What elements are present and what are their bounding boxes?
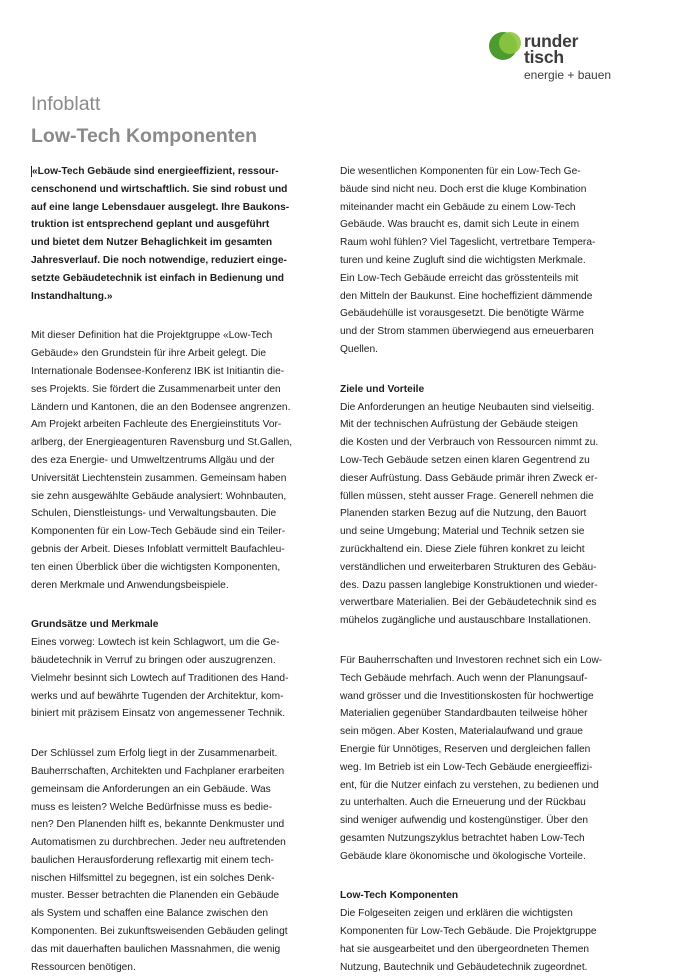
text-line: baulichen Herausforderung reflexartig mit einem tech-	[31, 854, 274, 866]
text-line: Mit der technischen Aufrüstung der Gebäude steigen	[340, 419, 578, 431]
definition-paragraph	[31, 327, 321, 594]
text-line: wand grösser und die Investitionskosten für hochwertige	[340, 690, 594, 702]
text-line: Gebäude klare ökonomische und ökologische Vorteile.	[340, 850, 586, 862]
text-line: Tech Gebäude mehrfach. Auch wenn der Planungsauf-	[340, 672, 588, 684]
text-line: das mit dauerhaften baulichen Massnahmen, die wenig	[31, 943, 281, 955]
text-line: des. Dazu passen langlebige Konstruktionen und wieder-	[340, 579, 598, 591]
text-line: Nutzung, Bautechnik und Gebäudetechnik zugeordnet.	[340, 961, 588, 973]
logo	[488, 30, 668, 90]
text-line: Quellen.	[340, 343, 378, 355]
text-line: deren Merkmale und Anwendungsbeispiele.	[31, 579, 229, 591]
text-line: Der Schlüssel zum Erfolg liegt in der Zusammenarbeit.	[31, 748, 278, 760]
text-line: biniert mit präzisem Einsatz von angemessener Technik.	[31, 708, 286, 720]
intro-line: auf eine lange Lebensdauer ausgelegt. Ihre Baukons-	[31, 201, 290, 213]
text-line: ses Projekts. Sie fördert die Zusammenarbeit unter den	[31, 383, 281, 395]
text-line: und der Strom stammen überwiegend aus erneuerbaren	[340, 326, 594, 338]
intro-line: truktion ist entsprechend geplant und ausgeführt	[31, 219, 270, 231]
text-line: den Mitteln der Baukunst. Eine hocheffizient dämmende	[340, 290, 593, 302]
text-line: sie zehn ausgewählte Gebäude analysiert: Wohnbauten,	[31, 490, 287, 502]
text-line: Schulen, Dienstleistungs- und Verwaltungsbauten. Die	[31, 508, 277, 520]
text-line: nen? Den Planenden hilft es, bekannte Denkmuster und	[31, 819, 285, 831]
left-column	[31, 163, 321, 976]
text-line: Für Bauherrschaften und Investoren rechnet sich ein Low-	[340, 654, 603, 666]
text-line: Komponenten für ein Low-Tech Gebäude sind ein Teiler-	[31, 526, 286, 538]
logo-text-line2: tisch	[524, 47, 564, 67]
text-line: Die wesentlichen Komponenten für ein Low-Tech Ge-	[340, 166, 581, 177]
text-line: ten einen Überblick über die wichtigsten Komponenten,	[31, 561, 281, 573]
text-line: Ressourcen benötigen.	[31, 961, 136, 973]
text-line: Energie für Unnötiges, Reserven und dergleichen fallen	[340, 743, 591, 755]
text-line: turen und keine Zugluft sind die wichtigsten Merkmale.	[340, 254, 586, 266]
text-line: gesamten Nutzungszyklus betrachtet haben Low-Tech	[340, 832, 585, 844]
text-line: bäude sind nicht neu. Doch erst die kluge Kombination	[340, 183, 587, 195]
intro-line: Instandhaltung.»	[31, 290, 113, 302]
document-type: Infoblatt	[31, 93, 101, 115]
zusammenarbeit-paragraph	[31, 745, 321, 976]
section-heading-grundsaetze: Grundsätze und Merkmale	[31, 619, 159, 631]
text-line: Eines vorweg: Lowtech ist kein Schlagwort, um die Ge-	[31, 637, 280, 649]
text-line: Komponenten. Bei zukunftsweisenden Gebäuden gelingt	[31, 926, 288, 938]
intro-line: «Low-Tech Gebäude sind energieeffizient, ressour-	[32, 166, 279, 177]
text-line: muster. Besser betrachten die Planenden ein Gebäude	[31, 890, 280, 902]
text-line: werks und auf bewährte Tugenden der Architektur, kom-	[31, 690, 284, 702]
text-line: Materialien gegenüber Standardbauten teilweise höher	[340, 708, 588, 720]
text-line: sein mögen. Aber Kosten, Materialaufwand und graue	[340, 726, 583, 738]
text-line: nischen Hilfsmittel zu begegnen, ist ein solches Denk-	[31, 872, 275, 884]
text-line: des eza Energie- und Umweltzentrums Allgäu und der	[31, 454, 275, 466]
text-line: zu unterhalten. Auch die Erneuerung und der Rückbau	[340, 797, 586, 809]
text-line: Vielmehr besinnt sich Lowtech auf Traditionen des Hand-	[31, 672, 289, 684]
text-line: Planenden starken Bezug auf die Nutzung, den Bauort	[340, 508, 587, 520]
logo-text-line1: runder	[524, 31, 579, 51]
text-line: ent, für die Nutzer einfach zu verstehen, zu bedienen und	[340, 779, 599, 791]
text-line: Raum wohl fühlen? Viel Tageslicht, vertretbare Tempera-	[340, 237, 596, 249]
grundsaetze-paragraph	[31, 634, 321, 723]
section-heading-ziele: Ziele und Vorteile	[340, 383, 425, 395]
intro-quote	[31, 163, 321, 305]
text-line: mühelos zugängliche und austauschbare Installationen.	[340, 615, 591, 627]
text-line: miteinander macht ein Gebäude zu einem Low-Tech	[340, 201, 576, 213]
text-line: Ländern und Kantonen, die an den Bodensee angrenzen.	[31, 401, 291, 413]
text-line: muss es leisten? Welche Bedürfnisse muss es bedie-	[31, 801, 273, 813]
text-line: Mit dieser Definition hat die Projektgruppe «Low-Tech	[31, 330, 273, 342]
text-line: Die Anforderungen an heutige Neubauten sind vielseitig.	[340, 401, 595, 413]
komponenten-paragraph	[340, 905, 630, 976]
text-line: Gebäudehülle ist vorausgesetzt. Die benötigte Wärme	[340, 308, 585, 320]
text-line: Low-Tech Gebäude setzen einen klaren Gegentrend zu	[340, 454, 590, 466]
intro-line: setzte Gebäudetechnik ist einfach in Bedienung und	[31, 272, 285, 284]
text-line: verwertbare Materialien. Bei der Gebäudetechnik sind es	[340, 597, 597, 609]
text-line: hat sie ausgearbeitet und den übergeordneten Themen	[340, 943, 590, 955]
text-line: sind weniger aufwendig und kostengünstiger. Über den	[340, 815, 589, 827]
text-line: zurückhaltend ein. Diese Ziele führen konkret zu leicht	[340, 543, 585, 555]
investoren-paragraph	[340, 652, 630, 866]
komponenten-intro-paragraph	[340, 163, 630, 359]
text-line: Ein Low-Tech Gebäude erreicht das grösstenteils mit	[340, 272, 579, 284]
logo-text-line3: energie + bauen	[524, 68, 612, 82]
text-line: gemeinsam die Anforderungen an ein Gebäude. Was	[31, 783, 271, 795]
text-line: die Kosten und der Verbrauch von Ressourcen nimmt zu.	[340, 437, 599, 449]
text-line: füllen müssen, steht ausser Frage. Generell nehmen die	[340, 490, 594, 502]
page-title: Low-Tech Komponenten	[31, 125, 258, 147]
intro-line: und bietet dem Nutzer Behaglichkeit im gesamten	[31, 237, 273, 249]
text-line: Die Folgeseiten zeigen und erklären die wichtigsten	[340, 908, 573, 920]
text-line: dieser Aufrüstung. Dass Gebäude primär ihren Zweck er-	[340, 472, 598, 484]
text-line: Gebäude» den Grundstein für ihre Arbeit gelegt. Die	[31, 348, 267, 360]
text-line: und seine Umgebung; Material und Technik setzen sie	[340, 526, 585, 538]
text-line: Gebäude. Was braucht es, damit sich Leute in einem	[340, 219, 580, 231]
text-line: Internationale Bodensee-Konferenz IBK ist Initiantin die-	[31, 365, 285, 377]
text-line: Universität Liechtenstein zusammen. Gemeinsam haben	[31, 472, 287, 484]
text-line: weg. Im Betrieb ist ein Low-Tech Gebäude energieeffizi-	[340, 761, 593, 773]
text-line: gebnis der Arbeit. Dieses Infoblatt vermittelt Baufachleu-	[31, 543, 285, 555]
right-column	[340, 163, 630, 976]
text-line: Am Projekt arbeiten Fachleute des Energieinstituts Vor-	[31, 419, 282, 431]
text-line: arlberg, der Energieagenturen Ravensburg und St.Gallen,	[31, 437, 293, 449]
intro-line: Jahresverlauf. Die noch notwendige, reduziert einge-	[31, 254, 287, 266]
section-heading-komponenten: Low-Tech Komponenten	[340, 890, 459, 902]
logo-circles-icon	[488, 30, 524, 70]
text-line: bäudetechnik in Verruf zu bringen oder auszugrenzen.	[31, 654, 276, 666]
text-line: als System und schaffen eine Balance zwischen den	[31, 908, 269, 920]
intro-line: censchonend und wirtschaftlich. Sie sind robust und	[31, 183, 288, 195]
ziele-paragraph	[340, 399, 630, 630]
text-line: Automatismen zu durchbrechen. Jeder neu auftretenden	[31, 837, 286, 849]
text-line: Bauherrschaften, Architekten und Fachplaner erarbeiten	[31, 765, 285, 777]
text-line: verständlichen und erweiterbaren Strukturen des Gebäu-	[340, 561, 597, 573]
text-line: Komponenten für Low-Tech Gebäude. Die Projektgruppe	[340, 926, 597, 938]
